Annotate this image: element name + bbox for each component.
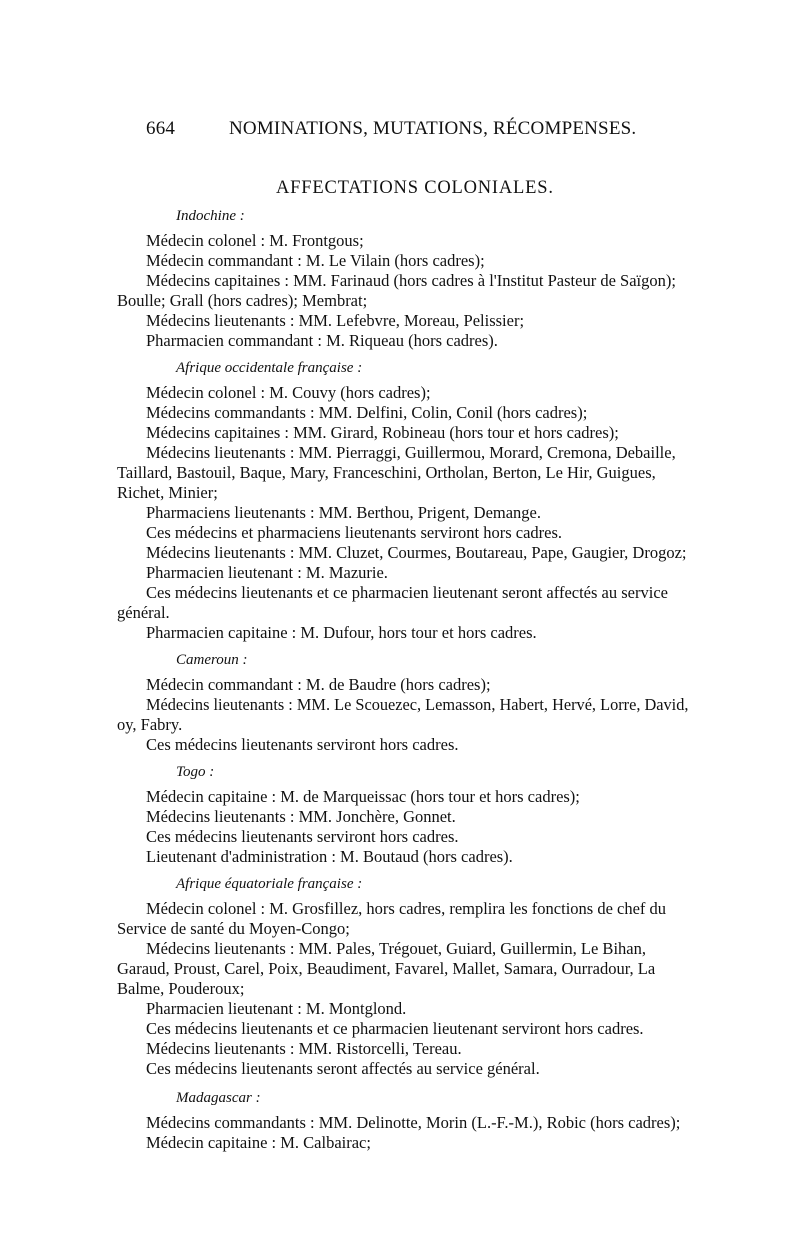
aof-line-13: Pharmacien capitaine : M. Dufour, hors tour et hors cadres. [146,623,537,642]
cameroun-line-4: Ces médecins lieutenants serviront hors cadres. [146,735,459,754]
heading-aef: Afrique équatoriale française : [176,876,363,892]
heading-aof: Afrique occidentale française : [176,360,363,376]
heading-togo: Togo : [176,764,215,780]
cameroun-line-1: Médecin commandant : M. de Baudre (hors cadres); [146,675,491,694]
madagascar-line-2: Médecin capitaine : M. Calbairac; [146,1133,371,1152]
togo-line-3: Ces médecins lieutenants serviront hors cadres. [146,827,459,846]
running-header [146,118,686,148]
aof-line-3: Médecins capitaines : MM. Girard, Robineau (hors tour et hors cadres); [146,423,619,442]
indochine-line-1: Médecin colonel : M. Frontgous; [146,231,364,250]
madagascar-line-1: Médecins commandants : MM. Delinotte, Morin (L.-F.-M.), Robic (hors cadres); [146,1113,681,1132]
indochine-line-4: Boulle; Grall (hors cadres); Membrat; [117,291,368,310]
aef-line-8: Médecins lieutenants : MM. Ristorcelli, Tereau. [146,1039,462,1058]
aef-line-5: Balme, Pouderoux; [117,979,245,998]
running-title: NOMINATIONS, MUTATIONS, RÉCOMPENSES. [229,118,637,139]
aef-line-9: Ces médecins lieutenants seront affectés au service général. [146,1059,540,1078]
indochine-line-6: Pharmacien commandant : M. Riqueau (hors cadres). [146,331,498,350]
aef-line-4: Garaud, Proust, Carel, Poix, Beaudiment, Favarel, Mallet, Samara, Ourradour, La [117,959,656,978]
aef-line-3: Médecins lieutenants : MM. Pales, Trégouet, Guiard, Guillermin, Le Bihan, [146,939,646,958]
heading-indochine: Indochine : [176,208,245,224]
togo-line-4: Lieutenant d'administration : M. Boutaud (hors cadres). [146,847,513,866]
aof-line-6: Richet, Minier; [117,483,218,502]
indochine-line-2: Médecin commandant : M. Le Vilain (hors cadres); [146,251,485,270]
aef-line-6: Pharmacien lieutenant : M. Montglond. [146,999,407,1018]
aof-line-9: Médecins lieutenants : MM. Cluzet, Courmes, Boutareau, Pape, Gaugier, Drogoz; [146,543,687,562]
heading-cameroun: Cameroun : [176,652,248,668]
page-number: 664 [146,118,176,139]
cameroun-line-2: Médecins lieutenants : MM. Le Scouezec, Lemasson, Habert, Hervé, Lorre, David, [146,695,689,714]
indochine-line-5: Médecins lieutenants : MM. Lefebvre, Moreau, Pelissier; [146,311,525,330]
aof-line-4: Médecins lieutenants : MM. Pierraggi, Guillermou, Morard, Cremona, Debaille, [146,443,676,462]
indochine-line-3: Médecins capitaines : MM. Farinaud (hors cadres à l'Institut Pasteur de Saïgon); [146,271,676,290]
aef-line-7: Ces médecins lieutenants et ce pharmacien lieutenant serviront hors cadres. [146,1019,644,1038]
togo-line-1: Médecin capitaine : M. de Marqueissac (hors tour et hors cadres); [146,787,580,806]
aof-line-8: Ces médecins et pharmaciens lieutenants serviront hors cadres. [146,523,563,542]
heading-madagascar: Madagascar : [176,1090,261,1106]
aef-line-2: Service de santé du Moyen-Congo; [117,919,350,938]
aof-line-5: Taillard, Bastouil, Baque, Mary, Franceschini, Ortholan, Berton, Le Hir, Guigues, [117,463,656,482]
aef-line-1: Médecin colonel : M. Grosfillez, hors cadres, remplira les fonctions de chef du [146,899,667,918]
aof-line-2: Médecins commandants : MM. Delfini, Colin, Conil (hors cadres); [146,403,588,422]
aof-line-11: Ces médecins lieutenants et ce pharmacien lieutenant seront affectés au service [146,583,668,602]
aof-line-1: Médecin colonel : M. Couvy (hors cadres); [146,383,431,402]
aof-line-7: Pharmaciens lieutenants : MM. Berthou, Prigent, Demange. [146,503,542,522]
togo-line-2: Médecins lieutenants : MM. Jonchère, Gonnet. [146,807,456,826]
aof-line-10: Pharmacien lieutenant : M. Mazurie. [146,563,388,582]
aof-line-12: général. [117,603,170,622]
section-title: AFFECTATIONS COLONIALES. [276,178,554,198]
cameroun-line-3: oy, Fabry. [117,715,183,734]
